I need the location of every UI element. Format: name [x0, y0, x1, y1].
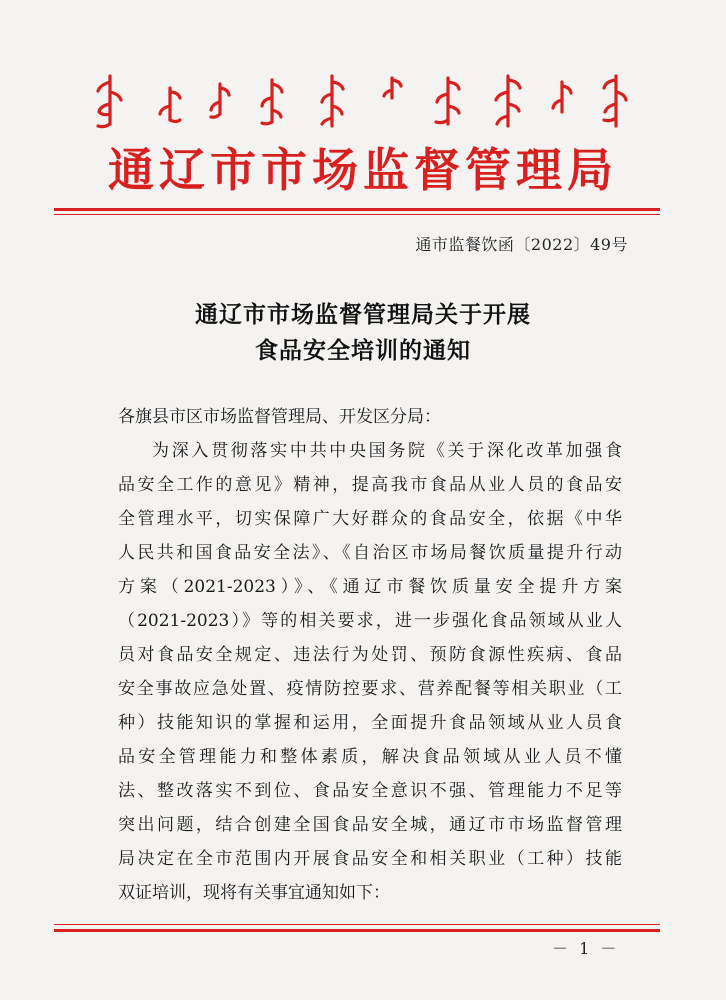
page-number: － 1 －: [552, 939, 620, 958]
footer-rule-thin: [54, 924, 660, 925]
mongolian-script-heading: [92, 70, 632, 132]
org-title: 通辽市市场监督管理局: [108, 143, 618, 197]
body-line: 局决定在全市范围内开展食品安全和相关职业（工种）技能: [118, 849, 622, 869]
footer-rule-thick: [54, 929, 660, 932]
body-line: 品安全工作的意见》精神，提高我市食品从业人员的食品安: [118, 475, 622, 495]
document-number: 通市监餐饮函〔2022〕49号: [415, 235, 628, 254]
body-line: 突出问题，结合创建全国食品安全城，通辽市市场监督管理: [118, 815, 622, 835]
header-rule-thin: [54, 214, 660, 215]
notice-title-line-1: 通辽市市场监督管理局关于开展: [195, 301, 531, 328]
body-line: 人民共和国食品安全法》、《自治区市场局餐饮质量提升行动: [118, 543, 622, 563]
body-line: 双证培训，现将有关事宜通知如下：: [118, 883, 390, 903]
body-line: 为深入贯彻落实中共中央国务院《关于深化改革加强食: [152, 441, 622, 461]
body-line: 品安全管理能力和整体素质，解决食品领域从业人员不懂: [118, 747, 622, 767]
body-line: 全管理水平，切实保障广大好群众的食品安全，依据《中华: [118, 509, 622, 529]
body-line: 员对食品安全规定、违法行为处罚、预防食源性疾病、食品: [118, 645, 622, 665]
salutation: 各旗县市区市场监督管理局、开发区分局：: [118, 407, 441, 427]
body-line: 安全事故应急处置、疫情防控要求、营养配餐等相关职业（工: [118, 679, 622, 699]
header-rule-thick: [54, 208, 660, 211]
mongolian-script-image: [92, 70, 632, 132]
body-line: 法、整改落实不到位、食品安全意识不强、管理能力不足等: [118, 781, 622, 801]
body-line: （2021-2023）》等的相关要求，进一步强化食品领域从业人: [118, 611, 622, 631]
body-line: 方案（2021-2023）》、《通辽市餐饮质量安全提升方案: [118, 577, 622, 597]
body-line: 种）技能知识的掌握和运用，全面提升食品领域从业人员食: [118, 713, 622, 733]
notice-title-line-2: 食品安全培训的通知: [255, 337, 471, 364]
